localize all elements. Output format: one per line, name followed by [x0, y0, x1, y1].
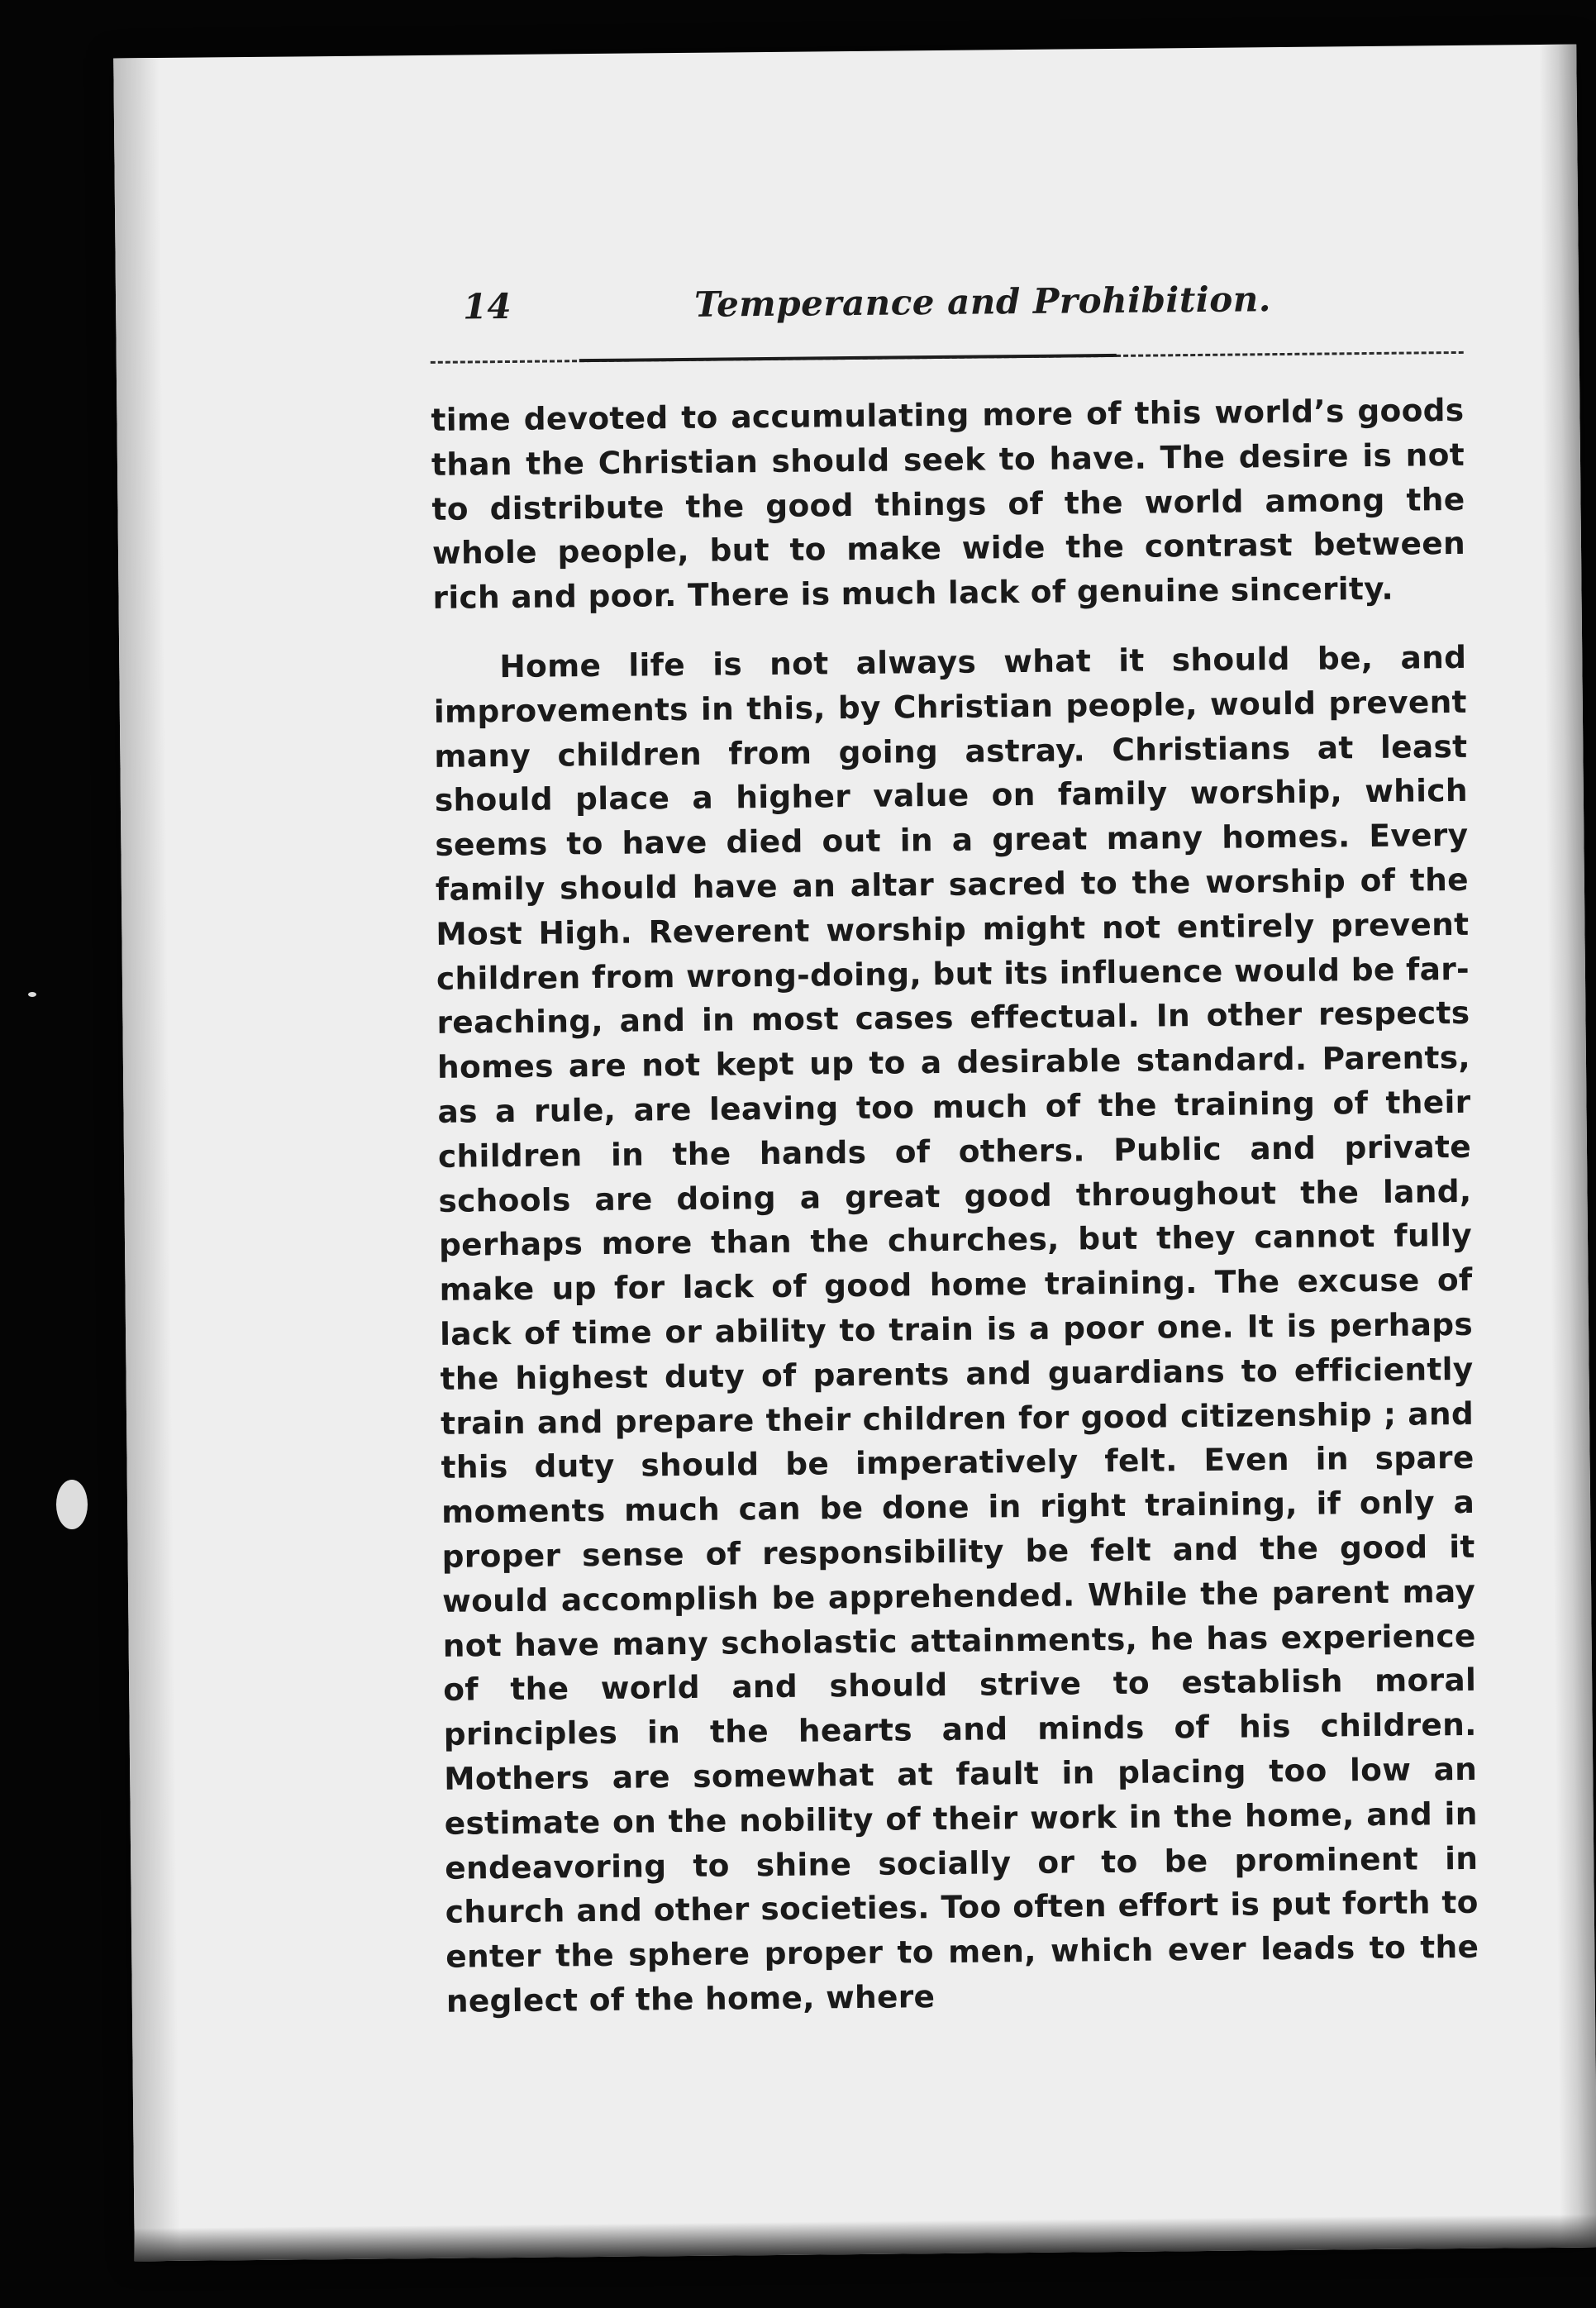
page-number: 14 [462, 285, 512, 327]
paragraph: time devoted to accumulating more of this world’s goods than the Christian should seek to have. The desire is not to distribute the good things of the world among the whole people, but to make wide the contrast between rich and poor. There is much lack of genuine sincerity. [431, 391, 1466, 617]
page-edge [1539, 45, 1596, 2248]
scan-speck [28, 992, 36, 997]
paragraph: Home life is not always what it should be, and improvements in this, by Christian people, would prevent many children from going astray. Christians at least should place a higher value on family worship, which seems to have died out in a great many homes. Every family should have an altar sacred to the worship of the Most High. Reverent worship might not entirely prevent children from wrong-doing, but its influence would be far-reaching, and in most cases effectual. In other respects homes are not kept up to a desirable standard. Parents, as a rule, are leaving too much of the training of their children in the hands of others. Public and private schools are doing a great good throughout the land, perhaps more than the churches, but they cannot fully make up for lack of good home training. The excuse of lack of time or ability to train is a poor one. It is perhaps the highest duty of parents and guardians to efficiently train and prepare their children for good citizenship ; and this duty should be imperatively felt. Even in spare moments much can be done in right training, if only a proper sense of responsibility be felt and the good it would accomplish be apprehended. While the parent may not have many scholastic attainments, he has experience of the world and should strive to establish moral principles in the hearts and minds of his children. Mothers are somewhat at fault in placing too low an estimate on the nobility of their work in the home, and in endeavoring to shine socially or to be prominent in church and other societies. Too often effort is put forth to enter the sphere proper to men, which ever leads to the neglect of the home, where [433, 638, 1479, 2020]
page-bottom-shadow [134, 2214, 1596, 2261]
scan-speck [56, 1480, 88, 1529]
body-text [431, 389, 1479, 2049]
header-rule-solid [579, 354, 1117, 362]
page-header [463, 277, 1414, 344]
page-gutter [113, 58, 180, 2261]
book-page [113, 45, 1596, 2262]
running-title: Temperance and Prohibition. [693, 279, 1272, 325]
